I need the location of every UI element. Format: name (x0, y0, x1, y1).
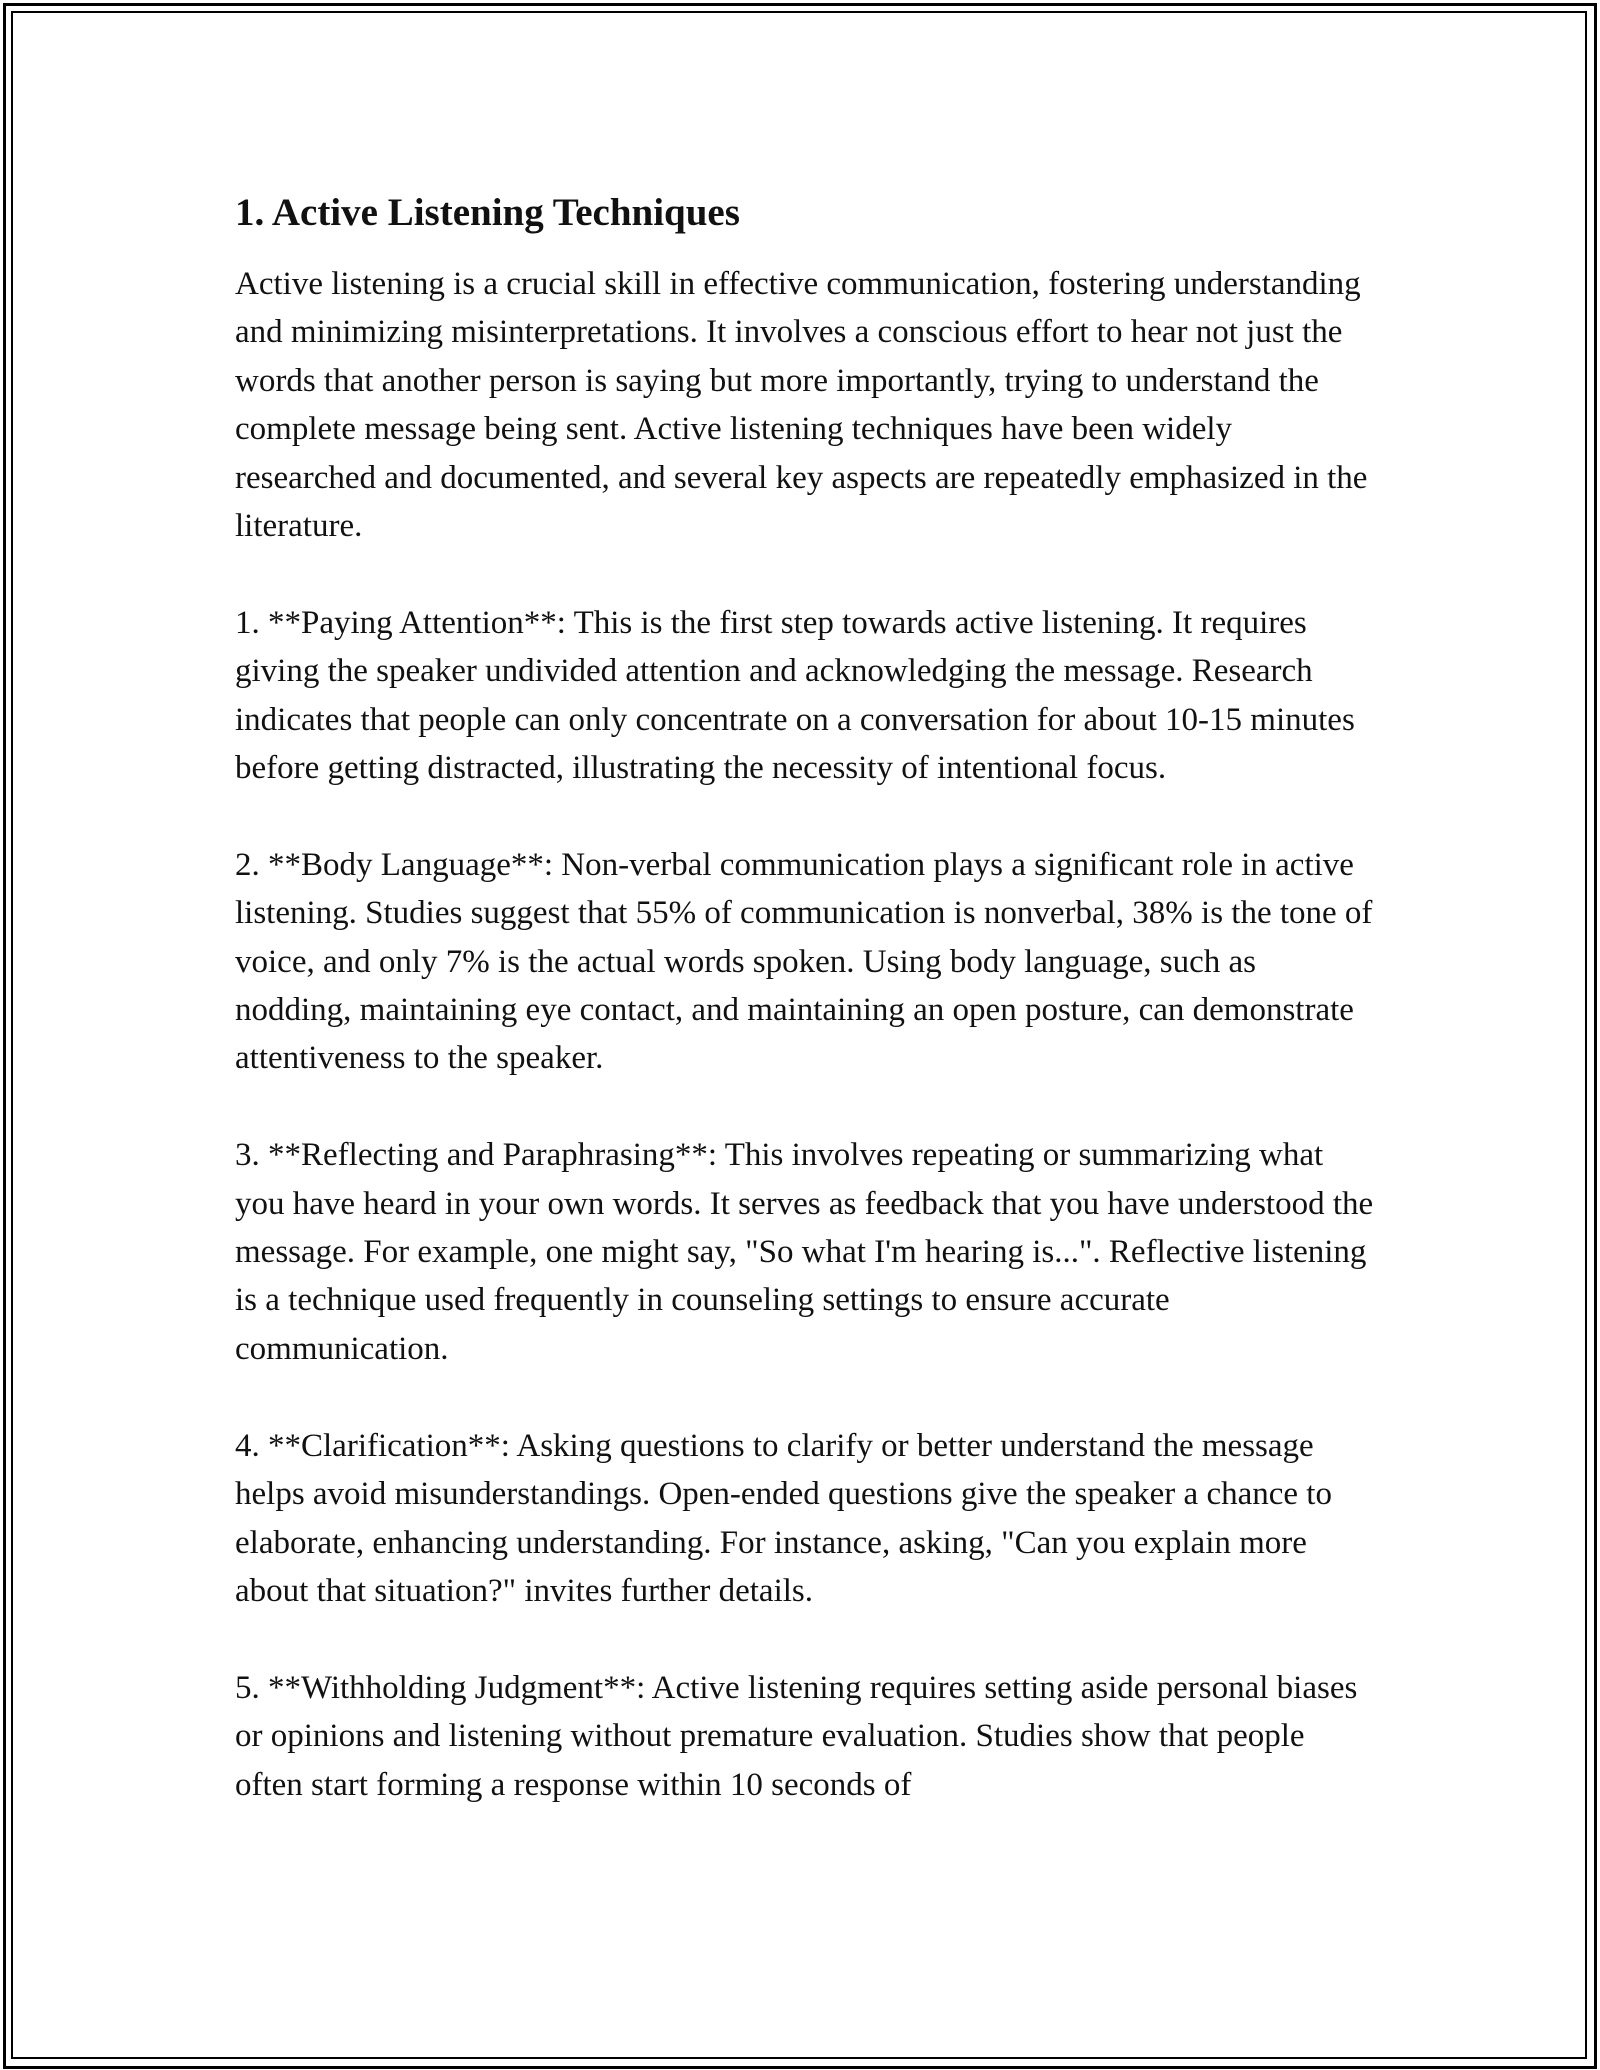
paragraph-reflecting-paraphrasing: 3. **Reflecting and Paraphrasing**: This involves repeating or summarizing what you have heard in your own words. It serves as feedback that you have understood the message. For example, one might say, "So what I'm hearing is...". Reflective listening is a technique used frequently in counseling settings to ensure accurate communication. (235, 1137, 1374, 1367)
paragraph-paying-attention: 1. **Paying Attention**: This is the first step towards active listening. It requires giving the speaker undivided attention and acknowledging the message. Research indicates that people can only concentrate on a conversation for about 10-15 minutes before getting distracted, illustrating the necessity of intentional focus. (235, 604, 1355, 787)
paragraph-body-language: 2. **Body Language**: Non-verbal communication plays a significant role in active listening. Studies suggest that 55% of communication is nonverbal, 38% is the tone of voice, and only 7% is the actual words spoken. Using body language, such as nodding, maintaining eye contact, and maintaining an open posture, can demonstrate attentiveness to the speaker. (235, 846, 1373, 1077)
document-body (235, 186, 1375, 1809)
intro-paragraph: Active listening is a crucial skill in effective communication, fostering understanding and minimizing misinterpretations. It involves a conscious effort to hear not just the words that another person is saying but more importantly, trying to understand the complete message being sent. Active listening techniques have been widely researched and documented, and several key aspects are repeatedly emphasized in the literature. (235, 266, 1368, 545)
paragraph-clarification: 4. **Clarification**: Asking questions to clarify or better understand the message helps avoid misunderstandings. Open-ended questions give the speaker a chance to elaborate, enhancing understanding. For instance, asking, "Can you explain more about that situation?" invites further details. (235, 1427, 1332, 1609)
paragraph-withholding-judgment: 5. **Withholding Judgment**: Active listening requires setting aside personal biases or opinions and listening without premature evaluation. Studies show that people often start forming a response within 10 seconds of (235, 1669, 1358, 1803)
section-heading: 1. Active Listening Techniques (235, 191, 740, 234)
